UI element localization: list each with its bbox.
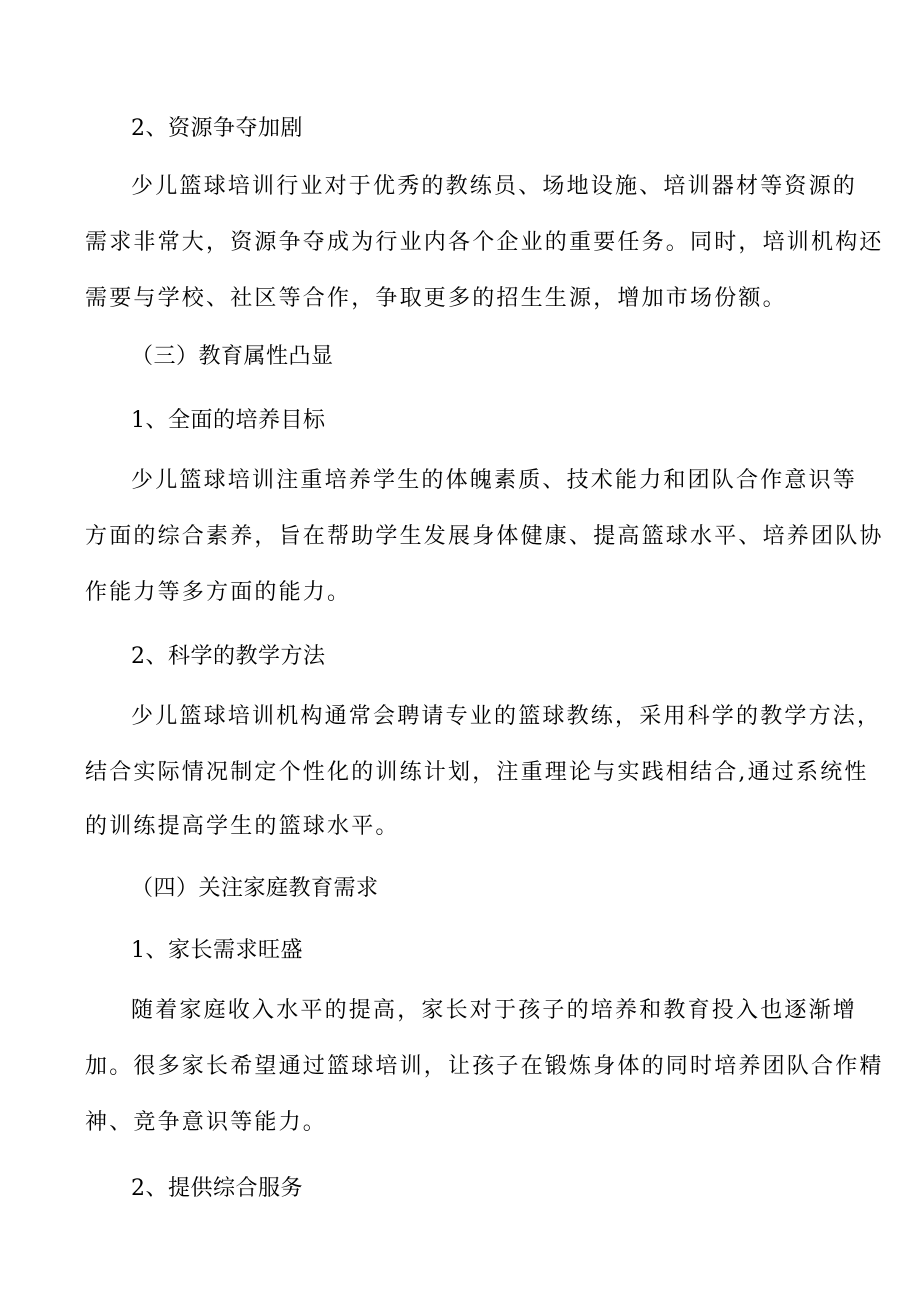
- subheading-scientific-methods: 2、科学的教学方法: [131, 644, 326, 669]
- paragraph-line: 随着家庭收入水平的提高，家长对于孩子的培养和教育投入也逐渐增: [131, 998, 858, 1023]
- paragraph-line: 神、竞争意识等能力。: [85, 1110, 328, 1135]
- paragraph-line: 需要与学校、社区等合作，争取更多的招生生源，增加市场份额。: [85, 286, 787, 311]
- section-heading-education: （三）教育属性凸显: [131, 344, 334, 369]
- paragraph-line: 少儿篮球培训行业对于优秀的教练员、场地设施、培训器材等资源的: [131, 174, 858, 199]
- paragraph-line: 加。很多家长希望通过篮球培训，让孩子在锻炼身体的同时培养团队合作精: [85, 1054, 884, 1079]
- subheading-comprehensive-services: 2、提供综合服务: [131, 1176, 303, 1201]
- paragraph-line: 方面的综合素养，旨在帮助学生发展身体健康、提高篮球水平、培养团队协: [85, 524, 884, 549]
- paragraph-line: 需求非常大，资源争夺成为行业内各个企业的重要任务。同时，培训机构还: [85, 230, 884, 255]
- subheading-comprehensive-goals: 1、全面的培养目标: [131, 408, 326, 433]
- section-heading-family: （四）关注家庭教育需求: [131, 876, 379, 901]
- paragraph-line: 结合实际情况制定个性化的训练计划，注重理论与实践相结合,通过系统性: [85, 760, 869, 785]
- subheading-resource-competition: 2、资源争夺加剧: [131, 116, 303, 141]
- paragraph-line: 少儿篮球培训注重培养学生的体魄素质、技术能力和团队合作意识等: [131, 468, 858, 493]
- paragraph-line: 少儿篮球培训机构通常会聘请专业的篮球教练，采用科学的教学方法，: [131, 704, 882, 729]
- subheading-parent-demand: 1、家长需求旺盛: [131, 938, 303, 963]
- paragraph-line: 作能力等多方面的能力。: [85, 580, 352, 605]
- paragraph-line: 的训练提高学生的篮球水平。: [85, 814, 400, 839]
